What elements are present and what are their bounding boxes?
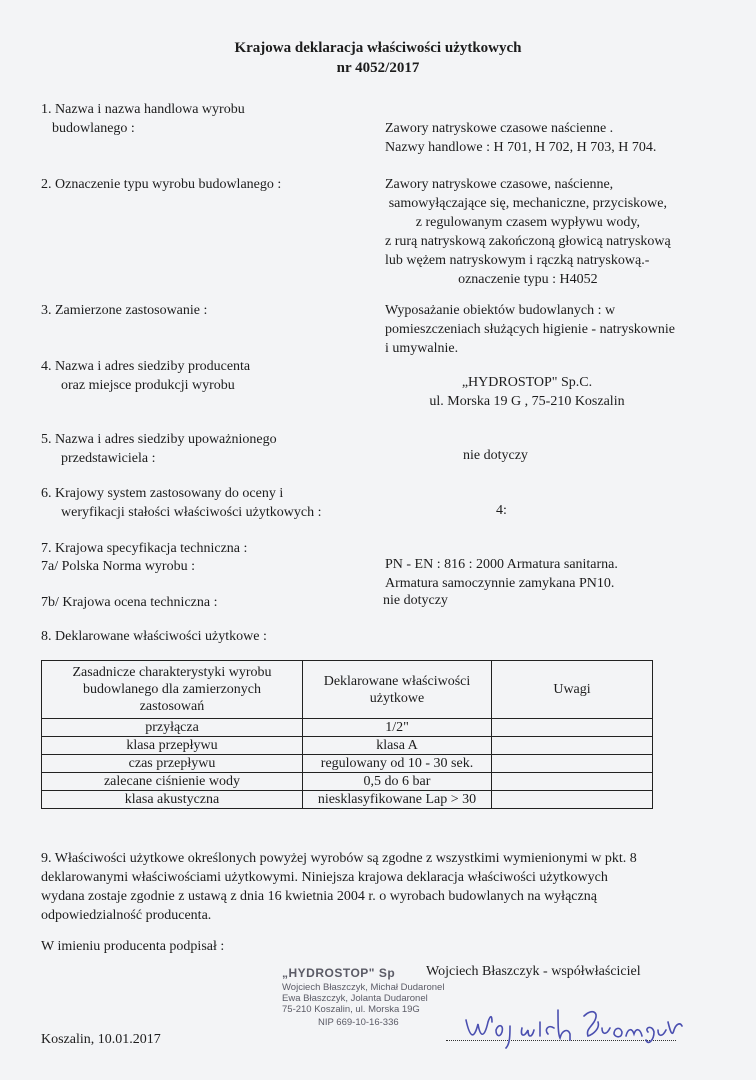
- header-declared-properties: Deklarowane właściwości użytkowe: [303, 661, 492, 719]
- item-7b-label: 7b/ Krajowa ocena techniczna :: [41, 595, 218, 610]
- item-8-label: 8. Deklarowane właściwości użytkowe :: [41, 629, 267, 644]
- cell-declared-value: 0,5 do 6 bar: [303, 773, 492, 791]
- cell-remark: [492, 737, 653, 755]
- signatory-name: Wojciech Błaszczyk - współwłaściciel: [426, 964, 641, 979]
- item-6-label: 6. Krajowy system zastosowany do oceny i weryfikacji stałości właściwości użytkowych :: [41, 486, 322, 520]
- header-characteristics: Zasadnicze charakterystyki wyrobu budowlanego dla zamierzonych zastosowań: [42, 661, 303, 719]
- cell-declared-value: 1/2": [303, 719, 492, 737]
- company-stamp: „HYDROSTOP" Sp Wojciech Błaszczyk, Michał Dudaronel Ewa Błaszczyk, Jolanta Dudaronel 75-210 Koszalin, ul. Morska 19G NIP 669-10-16-336: [282, 966, 445, 1028]
- document-number: nr 4052/2017: [336, 60, 420, 76]
- cell-remark: [492, 755, 653, 773]
- cell-characteristic: klasa przepływu: [42, 737, 303, 755]
- item-1-label: 1. Nazwa i nazwa handlowa wyrobu budowlanego :: [41, 102, 245, 136]
- cell-remark: [492, 773, 653, 791]
- properties-table: [41, 660, 653, 809]
- item-7a-value: PN - EN : 816 : 2000 Armatura sanitarna. Armatura samoczynnie zamykana PN10.: [385, 557, 618, 591]
- cell-declared-value: klasa A: [303, 737, 492, 755]
- item-4-label: 4. Nazwa i adres siedziby producenta oraz miejsce produkcji wyrobu: [41, 359, 251, 393]
- item-2-value: Zawory natryskowe czasowe, naścienne, samowyłączające się, mechaniczne, przyciskowe, z regulowanym czasem wypływu wody, z rurą natryskową zakończoną głowicą natryskową lub wężem natryskowym i rączką natryskową.- oznaczenie typu : H4052: [385, 177, 671, 287]
- cell-characteristic: klasa akustyczna: [42, 791, 303, 809]
- table-row: [42, 737, 653, 755]
- item-3-label: 3. Zamierzone zastosowanie :: [41, 303, 208, 318]
- table-row: [42, 791, 653, 809]
- place-and-date: Koszalin, 10.01.2017: [41, 1032, 161, 1047]
- table-row: [42, 773, 653, 791]
- header-remarks: Uwagi: [492, 661, 653, 719]
- statement: 9. Właściwości użytkowe określonych powyżej wyrobów są zgodne z wszystkimi wymienionymi w pkt. 8 deklarowanymi właściwościami użytkowymi. Niniejsza krajowa deklaracja właściwości użytkowych wydana zostaje zgodnie z ustawą z dnia 16 kwietnia 2004 r. o wyrobach budowlanych na wyłączną odpowiedzialność producenta.: [41, 851, 637, 923]
- cell-characteristic: zalecane ciśnienie wody: [42, 773, 303, 791]
- item-7-label: 7. Krajowa specyfikacja techniczna :: [41, 541, 248, 556]
- handwritten-signature: [462, 1000, 688, 1052]
- cell-remark: [492, 791, 653, 809]
- item-5-value: nie dotyczy: [463, 448, 528, 463]
- table-body: [42, 719, 653, 809]
- item-6-value: 4:: [496, 503, 507, 518]
- cell-remark: [492, 719, 653, 737]
- item-3-value: Wyposażanie obiektów budowlanych : w pomieszczeniach służących higienie - natryskownie i umywalnie.: [385, 303, 675, 356]
- table-header-row: [42, 661, 653, 719]
- item-5-label: 5. Nazwa i adres siedziby upoważnionego przedstawiciela :: [41, 432, 277, 466]
- cell-declared-value: regulowany od 10 - 30 sek.: [303, 755, 492, 773]
- table-row: [42, 719, 653, 737]
- item-2-label: 2. Oznaczenie typu wyrobu budowlanego :: [41, 177, 282, 192]
- item-7b-value: nie dotyczy: [383, 593, 448, 608]
- cell-declared-value: niesklasyfikowane Lap > 30: [303, 791, 492, 809]
- item-7a-label: 7a/ Polska Norma wyrobu :: [41, 559, 195, 574]
- signed-by-label: W imieniu producenta podpisał :: [41, 939, 225, 954]
- item-4-value: „HYDROSTOP" Sp.C. ul. Morska 19 G , 75-210 Koszalin: [429, 375, 625, 409]
- document-title: Krajowa deklaracja właściwości użytkowych: [234, 40, 522, 56]
- item-1-value: Zawory natryskowe czasowe naścienne . Nazwy handlowe : H 701, H 702, H 703, H 704.: [385, 121, 657, 155]
- table-row: [42, 755, 653, 773]
- cell-characteristic: czas przepływu: [42, 755, 303, 773]
- cell-characteristic: przyłącza: [42, 719, 303, 737]
